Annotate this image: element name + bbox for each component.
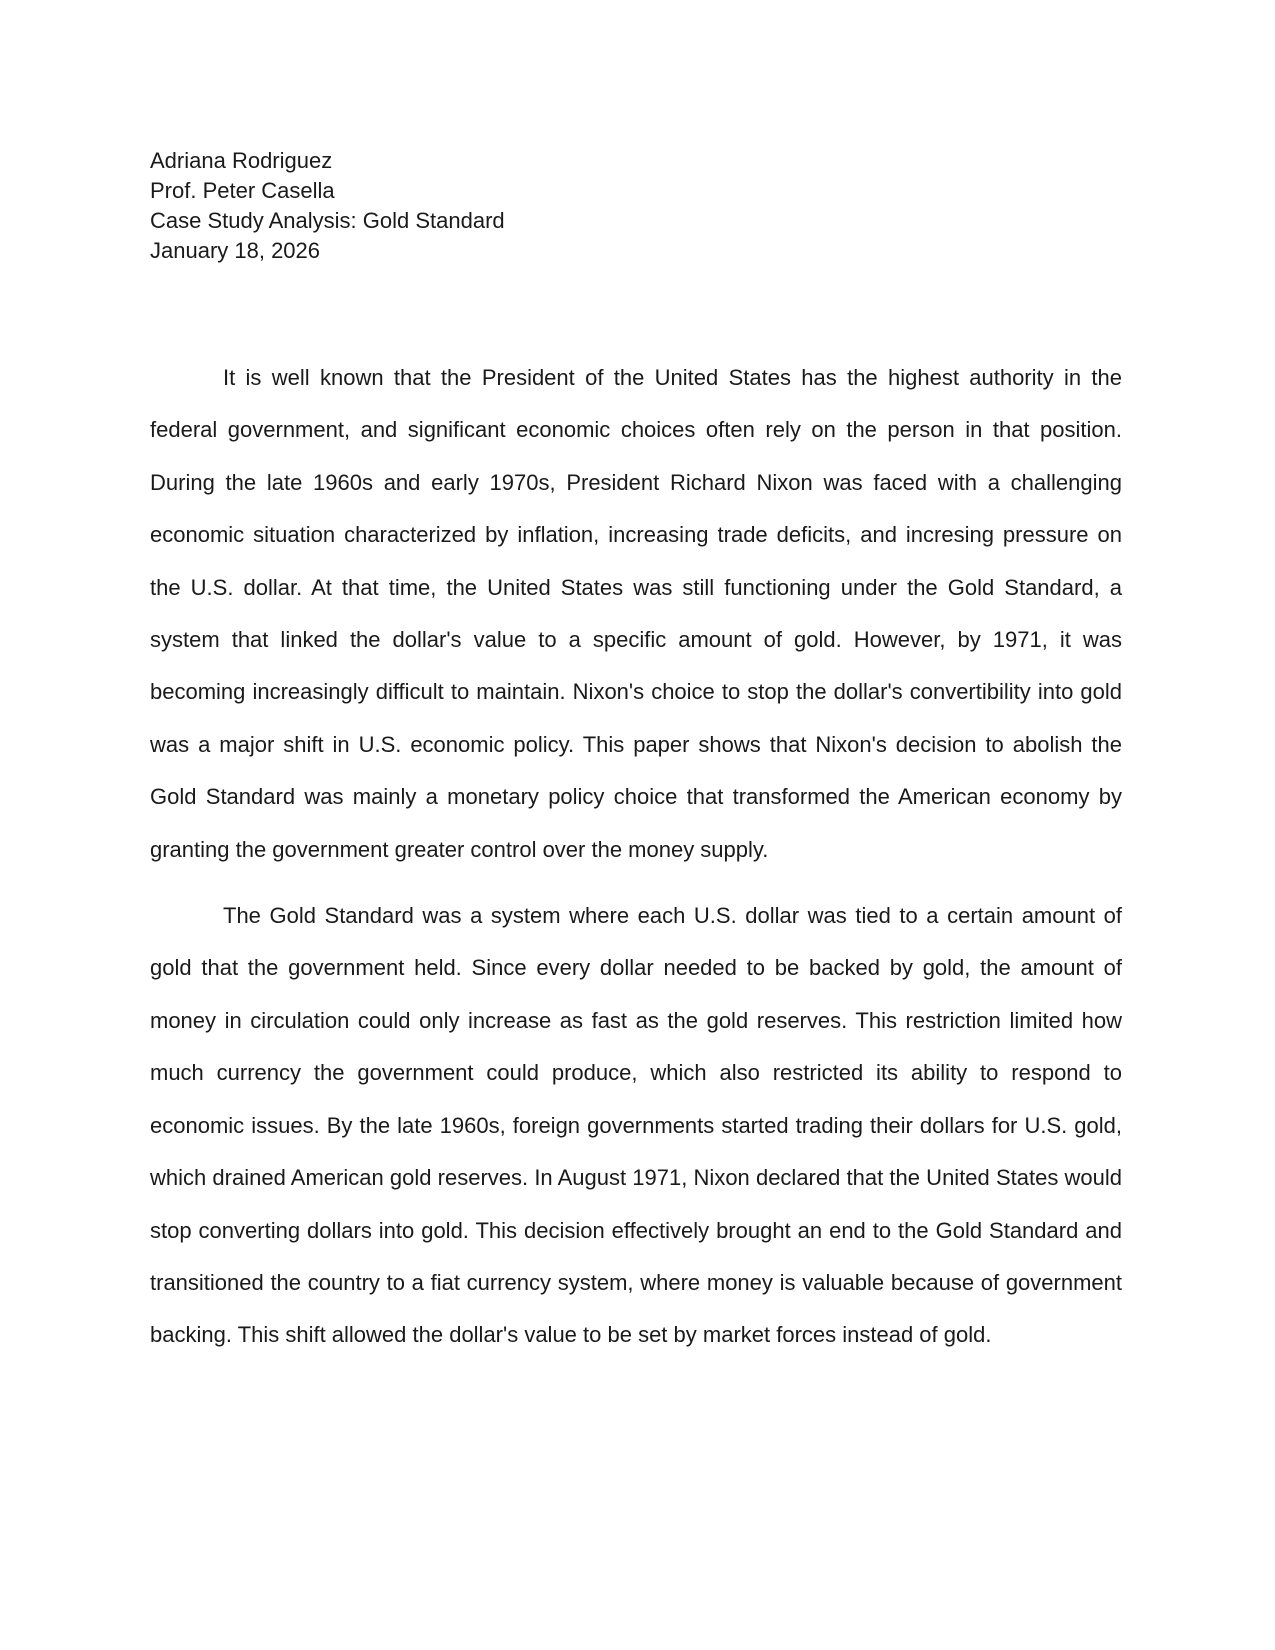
paragraph-1: It is well known that the President of the United States has the highest authority in the federal government, and significant economic choices often rely on the person in that position. During the late 1960s and early 1970s, President Richard Nixon was faced with a challenging economic situation characterized by inflation, increasing trade deficits, and incresing pressure on the U.S. dollar. At that time, the United States was still functioning under the Gold Standard, a system that linked the dollar's value to a specific amount of gold. However, by 1971, it was becoming increasingly difficult to maintain. Nixon's choice to stop the dollar's convertibility into gold was a major shift in U.S. economic policy. This paper shows that Nixon's decision to abolish the Gold Standard was mainly a monetary policy choice that transformed the American economy by granting the government greater control over the money supply. — [150, 365, 1122, 862]
document-header — [150, 146, 1130, 266]
author-name: Adriana Rodriguez — [150, 148, 333, 173]
professor-name: Prof. Peter Casella — [150, 178, 335, 203]
document-title: Case Study Analysis: Gold Standard — [150, 208, 505, 233]
paragraph-2: The Gold Standard was a system where each U.S. dollar was tied to a certain amount of gold that the government held. Since every dollar needed to be backed by gold, the amount of money in circulation could only increase as fast as the gold reserves. This restriction limited how much currency the government could produce, which also restricted its ability to respond to economic issues. By the late 1960s, foreign governments started trading their dollars for U.S. gold, which drained American gold reserves. In August 1971, Nixon declared that the United States would stop converting dollars into gold. This decision effectively brought an end to the Gold Standard and transitioned the country to a fiat currency system, where money is valuable because of government backing. This shift allowed the dollar's value to be set by market forces instead of gold. — [150, 903, 1122, 1348]
document-body — [150, 352, 1122, 1362]
document-date: January 18, 2026 — [150, 238, 321, 263]
